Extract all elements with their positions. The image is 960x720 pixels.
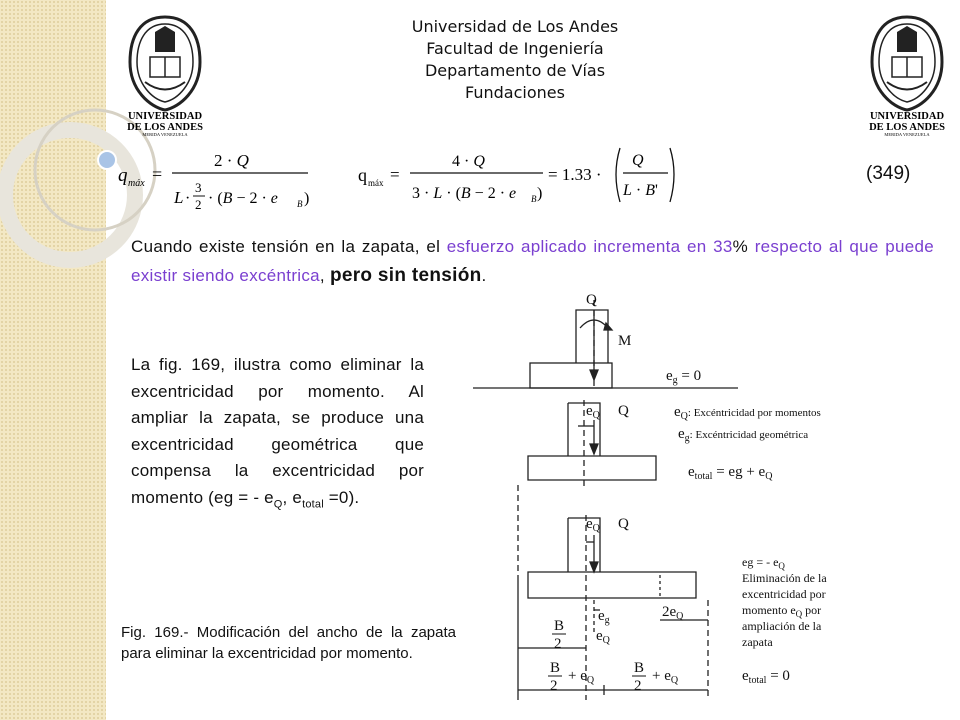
svg-text:2eQ: $2e_Q$ (662, 604, 684, 622)
svg-text:MERIDA VENEZUELA: MERIDA VENEZUELA (142, 132, 188, 137)
svg-text:eg = 0: $e_g = 0$ (666, 368, 702, 386)
svg-text:etotal = 0: $e_{total} = 0$ (742, 668, 790, 686)
svg-text:4 · Q: 4 · Q (452, 153, 485, 170)
header-department: Departamento de Vías (424, 61, 606, 80)
svg-text:2 · Q: 2 · Q (214, 151, 249, 170)
svg-text:M: M (618, 333, 632, 349)
header-course: Fundaciones (465, 83, 565, 102)
svg-text:2: 2 (554, 636, 562, 652)
svg-text:+ eQ: + $e_Q$ (652, 668, 679, 686)
svg-text:B: B (550, 660, 561, 676)
svg-text:eg = - eQ: eg = - $e_Q$ (742, 555, 785, 571)
svg-text:Q: Q (586, 292, 597, 308)
svg-text:3 · L · (B − 2 · e: 3 · L · (B − 2 · e (412, 185, 517, 202)
svg-text:momento eQ por: momento $e_Q$ por (742, 603, 822, 619)
svg-text:excentricidad por: excentricidad por (742, 587, 826, 601)
header-university: Universidad de Los Andes (411, 17, 619, 36)
svg-text:eg: $e_g$ (598, 608, 610, 626)
svg-text:UNIVERSIDAD: UNIVERSIDAD (869, 111, 945, 122)
svg-text:B: B (554, 618, 565, 634)
svg-text:2: 2 (634, 678, 642, 694)
svg-text:ampliación de la: ampliación de la (742, 619, 822, 633)
svg-text:eQ: Excéntricidad por momentos: $e_Q^{: Excéntricidad por momentos}$ (674, 404, 821, 422)
svg-text:eQ: $e_Q$ (586, 516, 600, 534)
formula-qmax-2 (358, 140, 678, 220)
equation-number: (349) (866, 163, 911, 184)
svg-text:Eliminación de la: Eliminación de la (742, 571, 827, 585)
svg-text:· (B − 2 · e: · (B − 2 · e (208, 190, 278, 207)
svg-text:B: B (297, 199, 303, 209)
svg-text:UNIVERSIDAD: UNIVERSIDAD (127, 111, 203, 122)
university-logo-left (120, 12, 210, 137)
header-block (360, 16, 670, 104)
svg-text:): ) (304, 190, 310, 207)
svg-text:etotal = eg + eQ: $e_{total}$ = eg + $e_Q$ (688, 464, 773, 482)
svg-text:máx: máx (128, 178, 145, 189)
svg-text:q: q (118, 165, 128, 186)
svg-text:DE LOS ANDES: DE LOS ANDES (869, 122, 945, 133)
svg-text:B: B (531, 194, 537, 204)
svg-text:=: = (152, 164, 163, 184)
svg-text:L · B': L · B' (623, 182, 658, 199)
svg-text:eQ: $e_Q$ (596, 628, 610, 646)
svg-text:eg: Excéntricidad geométrica: $e_g^{: Excéntricidad geométrica}$ (678, 426, 809, 444)
svg-text:Q: Q (632, 152, 644, 169)
svg-text:L: L (174, 188, 184, 207)
svg-text:q: q (358, 165, 367, 185)
svg-text:zapata: zapata (742, 635, 773, 649)
figure-caption: Fig. 169.- Modificación del ancho de la zapata para eliminar la excentricidad por momento. (121, 624, 456, 662)
svg-text:=: = (390, 165, 400, 184)
paragraph-tension: Cuando existe tensión en la zapata, el esfuerzo aplicado incrementa en 33% respecto al que puede existir siendo excéntrica, pero sin tensión. (131, 237, 934, 286)
svg-text:3: 3 (195, 180, 202, 195)
svg-text:): ) (537, 185, 543, 202)
svg-text:DE LOS ANDES: DE LOS ANDES (127, 122, 203, 133)
header-faculty: Facultad de Ingeniería (426, 39, 604, 58)
svg-text:·: · (185, 190, 191, 207)
svg-text:Q: Q (618, 403, 629, 419)
university-logo-right (862, 12, 952, 137)
svg-text:2: 2 (550, 678, 558, 694)
svg-text:= 1.33 ·: = 1.33 · (548, 165, 602, 184)
svg-text:2: 2 (195, 197, 202, 212)
paragraph-figure-description: La fig. 169, ilustra como eliminar la excentricidad por momento. Al ampliar la zapata, se produce una excentricidad geométrica que compensa la excentricidad por momento (eg = - $e_Q$, $e_{total} =0$). (131, 355, 424, 510)
svg-text:eQ: $e_Q$ (586, 403, 600, 421)
svg-text:máx: máx (368, 178, 384, 188)
svg-text:B: B (634, 660, 645, 676)
svg-text:Q: Q (618, 516, 629, 532)
formula-qmax-1 (118, 140, 318, 220)
svg-text:MERIDA VENEZUELA: MERIDA VENEZUELA (884, 132, 930, 137)
svg-text:+ eQ: + $e_Q$ (568, 668, 595, 686)
footing-diagram (468, 290, 888, 720)
